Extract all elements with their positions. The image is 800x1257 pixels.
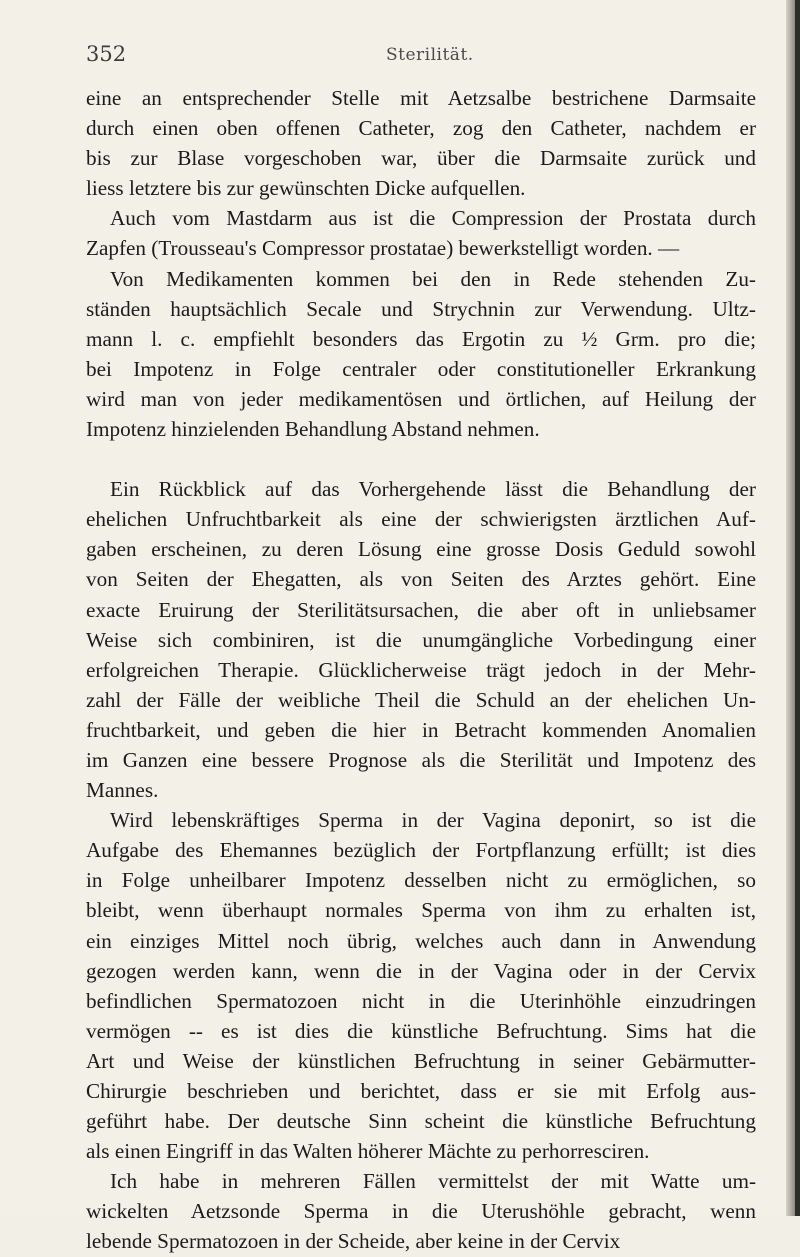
text-line: gaben erscheinen, zu deren Lösung eine grosse Dosis Geduld sowohl bbox=[86, 537, 756, 562]
text-line: Von Medikamenten kommen bei den in Rede stehenden Zu- bbox=[110, 266, 756, 291]
text-line: geführt habe. Der deutsche Sinn scheint die künstliche Befruchtung bbox=[86, 1109, 756, 1134]
text-line: gezogen werden kann, wenn die in der Vagina oder in der Cervix bbox=[86, 958, 756, 983]
text-line: Ein Rückblick auf das Vorhergehende lässt die Behandlung der bbox=[110, 477, 756, 502]
text-line: Chirurgie beschrieben und berichtet, dass er sie mit Erfolg aus- bbox=[86, 1079, 756, 1103]
running-head: Sterilität. bbox=[386, 45, 474, 65]
text-line: Auch vom Mastdarm aus ist die Compression der Prostata durch bbox=[110, 206, 756, 231]
paragraph bbox=[86, 805, 756, 1166]
text-line: liess letztere bis zur gewünschten Dicke aufquellen. bbox=[86, 176, 526, 201]
text-line: von Seiten der Ehegatten, als von Seiten des Arztes gehört. Eine bbox=[86, 567, 756, 592]
text-line: bis zur Blase vorgeschoben war, über die Darmsaite zurück und bbox=[86, 146, 756, 171]
text-line: ehelichen Unfruchtbarkeit als eine der schwierigsten ärztlichen Auf- bbox=[86, 507, 756, 532]
paragraph bbox=[86, 264, 756, 445]
text-line: zahl der Fälle der weibliche Theil die Schuld an der ehelichen Un- bbox=[86, 687, 756, 712]
text-line: ein einziges Mittel noch übrig, welches auch dann in Anwendung bbox=[86, 928, 756, 953]
text-line: Aufgabe des Ehemannes bezüglich der Fortpflanzung erfüllt; ist dies bbox=[86, 838, 756, 863]
text-line: ständen hauptsächlich Secale und Strychnin zur Verwendung. Ultz- bbox=[86, 296, 756, 321]
text-line: Ich habe in mehreren Fällen vermittelst der mit Watte um- bbox=[110, 1169, 756, 1194]
text-line: mann l. c. empfiehlt besonders das Ergotin zu ½ Grm. pro die; bbox=[86, 326, 756, 351]
text-line: Zapfen (Trousseau's Compressor prostatae) bewerkstelligt worden. — bbox=[86, 236, 680, 261]
paragraph bbox=[86, 474, 756, 805]
text-line: bei Impotenz in Folge centraler oder constitutioneller Erkrankung bbox=[86, 356, 756, 381]
text-line: Impotenz hinzielenden Behandlung Abstand nehmen. bbox=[86, 417, 540, 442]
paragraph bbox=[86, 1166, 756, 1256]
text-line: wickelten Aetzsonde Sperma in die Uterushöhle gebracht, wenn bbox=[86, 1199, 756, 1224]
page-header bbox=[86, 42, 746, 72]
text-line: als einen Eingriff in das Walten höherer Mächte zu perhorresciren. bbox=[86, 1139, 650, 1164]
paragraph bbox=[86, 83, 756, 203]
text-line: erfolgreichen Therapie. Glücklicherweise trägt jedoch in der Mehr- bbox=[86, 657, 756, 682]
text-line: lebende Spermatozoen in der Scheide, aber keine in der Cervix bbox=[86, 1229, 621, 1254]
paragraph bbox=[86, 203, 756, 263]
paragraph-gap bbox=[86, 444, 756, 474]
text-line: in Folge unheilbarer Impotenz desselben nicht zu ermöglichen, so bbox=[86, 868, 756, 893]
text-line: im Ganzen eine bessere Prognose als die Sterilität und Impotenz des bbox=[86, 747, 756, 772]
text-line: befindlichen Spermatozoen nicht in die Uterinhöhle einzudringen bbox=[86, 988, 756, 1013]
body-text bbox=[86, 83, 756, 1257]
text-line: wird man von jeder medikamentösen und örtlichen, auf Heilung der bbox=[86, 386, 756, 411]
page-edge bbox=[795, 0, 800, 1216]
text-line: fruchtbarkeit, und geben die hier in Betracht kommenden Anomalien bbox=[86, 717, 756, 742]
text-line: Mannes. bbox=[86, 778, 159, 803]
text-line: bleibt, wenn überhaupt normales Sperma von ihm zu erhalten ist, bbox=[86, 898, 756, 923]
text-line: durch einen oben offenen Catheter, zog den Catheter, nachdem er bbox=[86, 116, 756, 141]
text-line: Art und Weise der künstlichen Befruchtung in seiner Gebärmutter- bbox=[86, 1048, 756, 1073]
text-line: eine an entsprechender Stelle mit Aetzsalbe bestrichene Darmsaite bbox=[86, 86, 756, 110]
text-line: Weise sich combiniren, ist die unumgängliche Vorbedingung einer bbox=[86, 627, 756, 652]
text-line: vermögen -- es ist dies die künstliche Befruchtung. Sims hat die bbox=[86, 1018, 756, 1043]
page-number: 352 bbox=[86, 42, 127, 66]
text-line: Wird lebenskräftiges Sperma in der Vagina deponirt, so ist die bbox=[110, 808, 756, 833]
text-line: exacte Eruirung der Sterilitätsursachen, die aber oft in unliebsamer bbox=[86, 597, 756, 622]
